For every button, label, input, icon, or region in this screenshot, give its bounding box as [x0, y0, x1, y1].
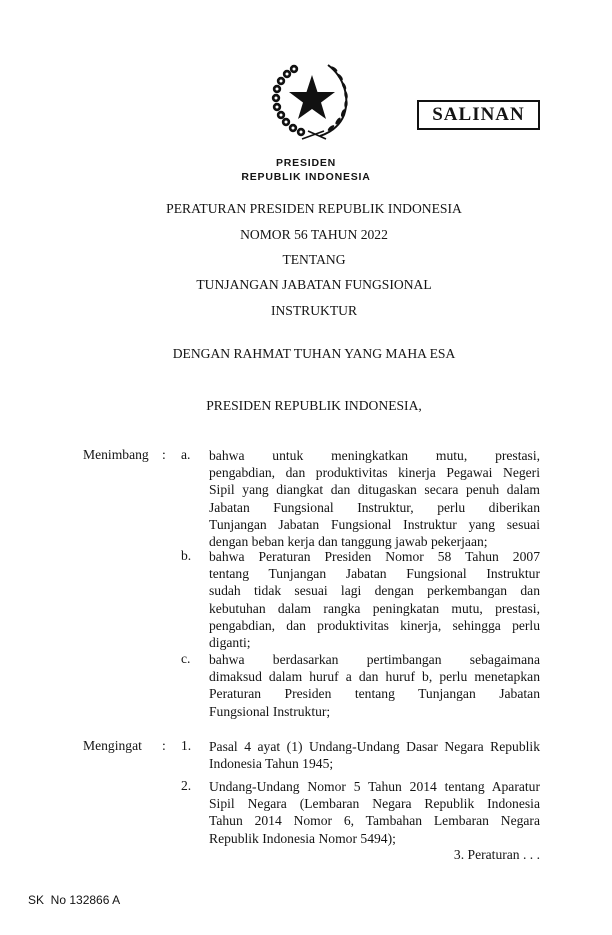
invocation: DENGAN RAHMAT TUHAN YANG MAHA ESA: [172, 346, 456, 361]
office-line-president: PRESIDEN: [275, 157, 337, 169]
mengingat-item-2: [209, 778, 540, 847]
text-line: Tahun 2014 Nomor 6, Tambahan Lembaran Negara: [209, 813, 540, 829]
mengingat-label: Mengingat: [83, 738, 142, 753]
menimbang-item-c: [209, 651, 540, 720]
text-line: tentang Tunjangan Jabatan Fungsional Instruktur: [209, 566, 540, 582]
menimbang-item-c-marker: c.: [181, 651, 191, 666]
text-line: bahwa untuk meningkatkan mutu, prestasi,: [209, 448, 540, 463]
text-line: kebutuhan dalam rangka peningkatan mutu, prestasi,: [209, 600, 540, 616]
text-line: bahwa Peraturan Presiden Nomor 58 Tahun 2007: [209, 549, 540, 564]
menimbang-label: Menimbang: [83, 447, 149, 462]
text-line: Fungsional Instruktur;: [209, 703, 331, 719]
text-line: dimaksud dalam huruf a dan huruf b, perlu menetapkan: [209, 669, 540, 685]
menimbang-colon: :: [162, 447, 166, 462]
regulation-about: TENTANG: [282, 252, 346, 267]
text-line: pengabdian, dan produktivitas kinerja, sehingga perlu: [209, 617, 540, 633]
office-line-republic: REPUBLIK INDONESIA: [241, 171, 371, 183]
regulation-subject-line2: INSTRUKTUR: [270, 303, 358, 318]
salinan-stamp: [417, 100, 540, 130]
text-line: pengabdian, dan produktivitas kinerja Pegawai Negeri: [209, 465, 540, 481]
page-continuation: 3. Peraturan . . .: [453, 847, 540, 862]
menimbang-item-a: [209, 447, 540, 550]
regulation-subject-line1: TUNJANGAN JABATAN FUNGSIONAL: [196, 277, 432, 292]
regulation-number: NOMOR 56 TAHUN 2022: [240, 227, 388, 242]
menimbang-item-a-marker: a.: [181, 447, 191, 462]
text-line: diganti;: [209, 634, 251, 650]
issuer: PRESIDEN REPUBLIK INDONESIA,: [206, 398, 422, 413]
menimbang-item-b-marker: b.: [181, 548, 192, 563]
text-line: Jabatan Fungsional Instruktur, perlu diberikan: [209, 499, 540, 515]
text-line: dengan beban kerja dan tanggung jawab pekerjaan;: [209, 533, 488, 549]
text-line: sudah tidak sesuai lagi dengan perkembangan dan: [209, 583, 540, 599]
text-line: Sipil yang diangkat dan ditugaskan secara penuh dalam: [209, 482, 540, 498]
text-line: Republik Indonesia Nomor 5494);: [209, 830, 396, 846]
text-line: Tunjangan Jabatan Fungsional Instruktur yang sesuai: [209, 516, 540, 532]
text-line: bahwa berdasarkan pertimbangan sebagaimana: [209, 652, 540, 667]
garuda-star-emblem-icon: [268, 57, 356, 141]
regulation-title: PERATURAN PRESIDEN REPUBLIK INDONESIA: [166, 201, 462, 216]
document-serial-code: SK No 132866 A: [28, 893, 121, 907]
text-line: Indonesia Tahun 1945;: [209, 756, 334, 772]
mengingat-item-2-marker: 2.: [181, 778, 192, 793]
salinan-label: SALINAN: [432, 104, 525, 125]
mengingat-item-1: [209, 738, 540, 772]
mengingat-colon: :: [162, 738, 166, 753]
text-line: Sipil Negara (Lembaran Negara Republik Indonesia: [209, 796, 540, 812]
text-line: Undang-Undang Nomor 5 Tahun 2014 tentang Aparatur: [209, 779, 540, 794]
menimbang-item-b: [209, 548, 540, 651]
text-line: Peraturan Presiden tentang Tunjangan Jabatan: [209, 686, 540, 702]
mengingat-item-1-marker: 1.: [181, 738, 192, 753]
text-line: Pasal 4 ayat (1) Undang-Undang Dasar Negara Republik: [209, 739, 540, 754]
